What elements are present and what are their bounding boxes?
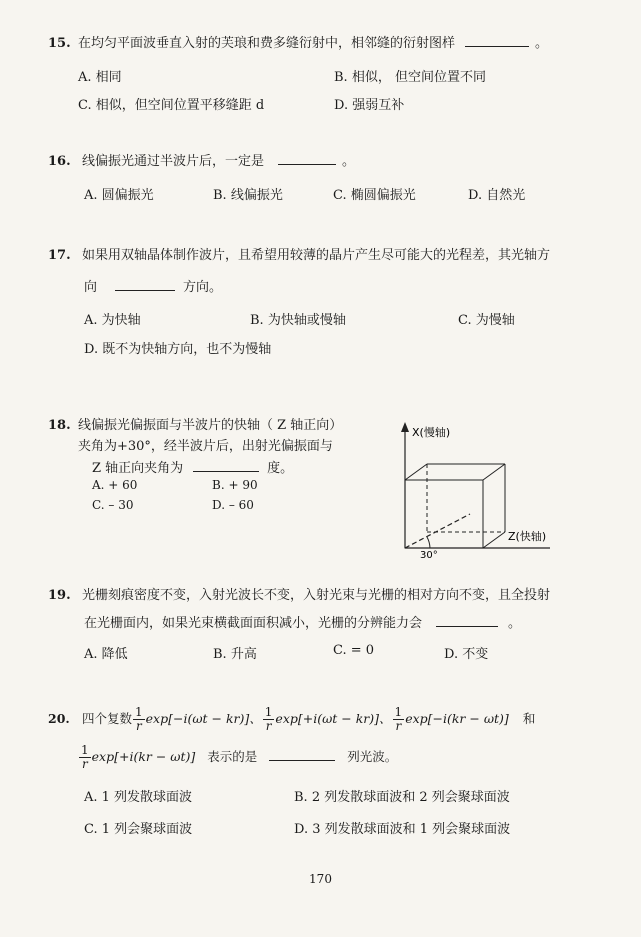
answer-blank[interactable] <box>465 34 529 47</box>
expression-4: exp[+i(kr − ωt)] <box>91 749 196 764</box>
angle-label: 30° <box>420 550 438 560</box>
z-axis-label: Z(快轴) <box>508 530 547 543</box>
stem-end: 。 <box>342 154 356 169</box>
option-d[interactable]: D. 既不为快轴方向，也不为慢轴 <box>84 342 272 357</box>
option-d[interactable]: D. 不变 <box>444 647 489 662</box>
option-b[interactable]: B. 为快轴或慢轴 <box>250 313 346 328</box>
option-c[interactable]: C. = 0 <box>333 643 375 658</box>
fraction-numerator: 1 <box>264 705 273 719</box>
answer-blank[interactable] <box>193 459 259 472</box>
line3-post: 度。 <box>267 461 294 476</box>
fraction-denominator: r <box>265 719 272 733</box>
cont-post: 方向。 <box>183 280 223 295</box>
question-stem: 在均匀平面波垂直入射的芙琅和费多缝衍射中，相邻缝的衍射图样 <box>78 36 456 51</box>
expression-2: exp[+i(ωt − kr)]、 <box>275 711 392 726</box>
question-18 <box>48 414 342 433</box>
question-stem-line2 <box>84 612 521 631</box>
waveplate-axes-figure <box>390 418 562 560</box>
option-b[interactable]: B. + 90 <box>212 478 258 492</box>
answer-blank[interactable] <box>278 152 336 165</box>
question-number: 20. <box>48 711 70 726</box>
question-stem-line2: 夹角为+30°，经半波片后，出射光偏振面与 <box>78 439 333 454</box>
fraction-1-over-r <box>393 706 405 733</box>
expression-1: exp[−i(ωt − kr)]、 <box>145 711 262 726</box>
stem-end: 。 <box>535 36 549 51</box>
option-c[interactable]: C. – 30 <box>92 498 134 512</box>
conjunction-and: 和 <box>522 711 536 726</box>
fraction-denominator: r <box>395 719 402 733</box>
question-17-continuation <box>84 276 222 295</box>
fraction-numerator: 1 <box>135 705 143 719</box>
question-number: 18. <box>48 418 71 433</box>
fraction-1-over-r <box>263 706 275 733</box>
crystal-box-edge <box>405 464 427 480</box>
polarization-direction-line <box>405 514 470 548</box>
line3-pre: Z 轴正向夹角为 <box>92 461 184 476</box>
option-b[interactable]: B. 升高 <box>213 647 257 662</box>
option-c[interactable]: C. 1 列会聚球面波 <box>84 822 193 837</box>
question-stem: 线偏振光通过半波片后，一定是 <box>82 154 265 169</box>
question-number: 16. <box>48 154 71 169</box>
answer-blank[interactable] <box>269 748 335 761</box>
option-c[interactable]: C. 为慢轴 <box>458 313 515 328</box>
option-b[interactable]: B. 2 列发散球面波和 2 列会聚球面波 <box>294 790 510 805</box>
question-number: 19. <box>48 588 71 603</box>
angle-arc <box>427 537 430 548</box>
crystal-box-edge <box>483 464 505 480</box>
fraction-denominator: r <box>81 757 88 771</box>
fraction-denominator: r <box>135 719 142 733</box>
option-d[interactable]: D. – 60 <box>212 498 254 512</box>
question-20-line2 <box>78 744 397 771</box>
line2-post: 。 <box>508 616 522 631</box>
answer-blank[interactable] <box>115 278 175 291</box>
page-number: 170 <box>309 872 332 886</box>
option-c[interactable]: C. 椭圆偏振光 <box>333 188 416 203</box>
question-number: 17. <box>48 248 71 263</box>
question-stem-line1: 光栅刻痕密度不变，入射光波长不变，入射光束与光栅的相对方向不变，且全投射 <box>82 588 551 603</box>
option-a[interactable]: A. + 60 <box>92 478 138 492</box>
option-d[interactable]: D. 3 列发散球面波和 1 列会聚球面波 <box>294 822 511 837</box>
x-axis-label: X(慢轴) <box>412 426 451 439</box>
option-a[interactable]: A. 为快轴 <box>84 313 141 328</box>
fraction-1-over-r <box>79 744 91 771</box>
question-16 <box>48 152 601 172</box>
option-a[interactable]: A. 1 列发散球面波 <box>84 790 193 805</box>
question-intro: 四个复数 <box>82 711 133 726</box>
option-b[interactable]: B. 线偏振光 <box>213 188 283 203</box>
question-20 <box>48 706 535 733</box>
fraction-numerator: 1 <box>394 705 403 719</box>
fraction-numerator: 1 <box>81 743 89 757</box>
question-stem-line1: 线偏振光偏振面与半波片的快轴（ Z 轴正向） <box>78 418 343 433</box>
answer-blank[interactable] <box>436 614 498 627</box>
question-19 <box>48 584 550 603</box>
option-d[interactable]: D. 强弱互补 <box>334 98 405 113</box>
option-a[interactable]: A. 相同 <box>78 70 122 85</box>
line2-post: 列光波。 <box>347 749 398 764</box>
line2-mid: 表示的是 <box>207 749 258 764</box>
option-c[interactable]: C. 相似，但空间位置平移缝距 d <box>78 98 265 113</box>
crystal-box-front <box>405 480 483 548</box>
option-a[interactable]: A. 降低 <box>84 647 128 662</box>
question-stem-line3 <box>92 457 293 476</box>
question-17 <box>48 246 601 266</box>
fraction-1-over-r <box>133 706 145 733</box>
question-number: 15. <box>48 36 71 51</box>
cont-pre: 向 <box>84 280 98 295</box>
crystal-box-edge <box>483 532 505 548</box>
x-axis-arrow-icon <box>401 422 409 432</box>
option-d[interactable]: D. 自然光 <box>468 188 526 203</box>
option-a[interactable]: A. 圆偏振光 <box>84 188 154 203</box>
question-15 <box>48 34 601 54</box>
expression-3: exp[−i(kr − ωt)] <box>405 711 509 726</box>
line2-pre: 在光栅面内，如果光束横截面面积减小，光栅的分辨能力会 <box>84 616 423 631</box>
question-stem: 如果用双轴晶体制作波片，且希望用较薄的晶片产生尽可能大的光程差，其光轴方 <box>82 248 551 263</box>
option-b[interactable]: B. 相似， 但空间位置不同 <box>334 70 486 85</box>
